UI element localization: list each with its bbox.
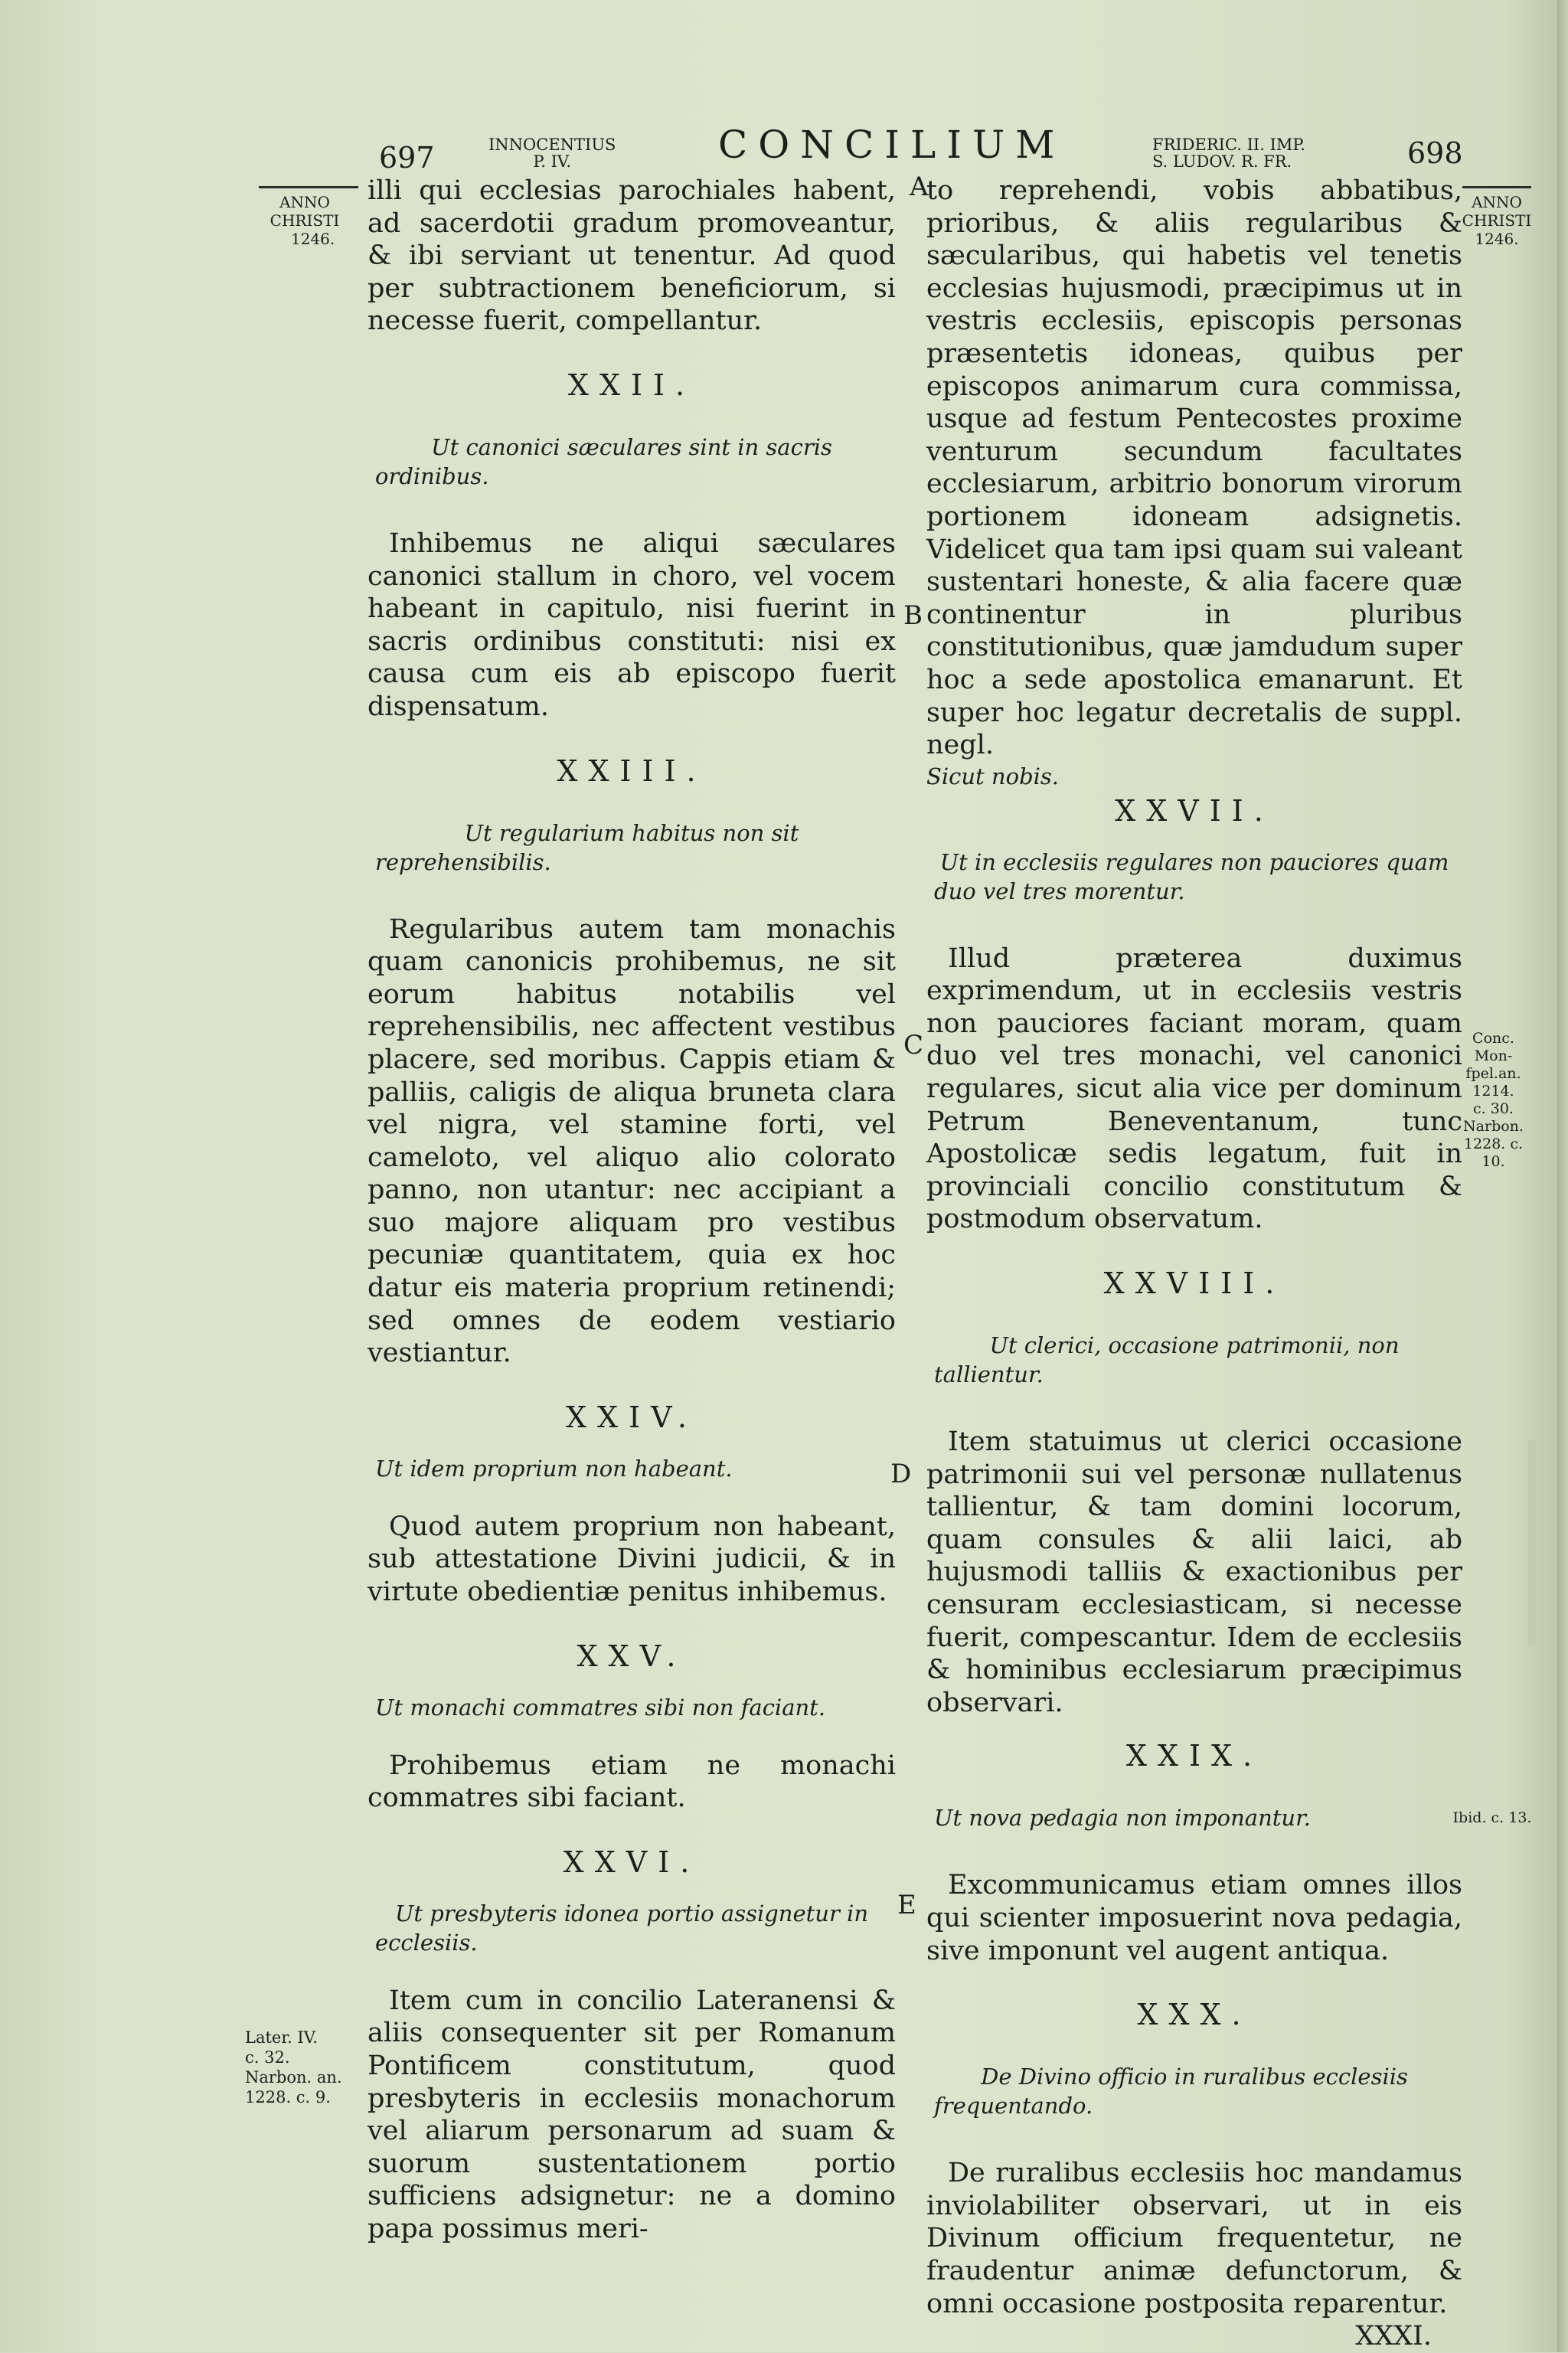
margin-note-later [245, 2028, 352, 2107]
chapter-rubric: Ut presbyteris idonea portio assignetur in ecclesiis. [375, 1900, 869, 1956]
margin-anno-right [1459, 186, 1535, 248]
margin-note-line: fpel.an. 1214. [1465, 1065, 1521, 1100]
paragraph: illi qui ecclesias parochiales habent, ad sacerdotii gradum promoveantur, & ibi serviant ut tenentur. Ad quod per subtractionem beneficiorum, si necesse fuerit, compellantur. [368, 175, 896, 337]
section-letter-d: D [890, 1459, 912, 1489]
margin-rule [259, 186, 358, 188]
chapter-rubric: Ut in ecclesiis regulares non pauciores quam duo vel tres morentur. [934, 848, 1449, 904]
chapter-heading: XXIV. [566, 1400, 697, 1434]
paragraph: to reprehendi, vobis abbatibus, prioribus, & aliis regularibus & sæcularibus, qui habetis vel tenetis ecclesias hujusmodi, præcipimus ut in vestris ecclesiis, episcopis personas præsentetis idoneas, quibus per episcopos animarum cura commissa, usque ad festum Pentecostes proxime venturum secundum facultates ecclesiarum, arbitrio bonorum virorum portionem idoneam adsignetis. Videlicet qua tam ipsi quam sui valeant sustentari honeste, & alia facere quæ continentur in pluribus constitutionibus, quæ jamdudum super hoc a sede apostolica emanarunt. Et super hoc legatur decretalis de suppl. negl. [926, 175, 1462, 761]
margin-note-line: Narbon. [1463, 1118, 1524, 1135]
section-letter-e: E [897, 1890, 916, 1920]
chapter-rubric: Ut canonici sæculares sint in sacris ordinibus. [375, 433, 832, 489]
paragraph: Prohibemus etiam ne monachi commatres sibi faciant. [368, 1750, 896, 1814]
running-head-right-line2: S. LUDOV. R. FR. [1152, 152, 1292, 172]
right-column [926, 175, 1462, 2353]
chapter-heading: XXIX. [1125, 1739, 1263, 1773]
margin-rule [1462, 186, 1531, 188]
margin-note-line: 1228. c. 10. [1463, 1136, 1524, 1170]
section-letter-b: B [903, 600, 923, 631]
page-number-right: 698 [1407, 136, 1463, 170]
running-head-right [1152, 136, 1305, 170]
chapter-rubric: Ut regularium habitus non sit reprehensibilis. [375, 819, 799, 875]
chapter-heading: XXVI. [563, 1845, 701, 1879]
paragraph: Excommunicamus etiam omnes illos qui scienter imposuerint nova pedagia, sive imponunt vel augent antiqua. [926, 1870, 1462, 1966]
paragraph: Inhibemus ne aliqui sæculares canonici stallum in choro, vel vocem habeant in capitulo, nisi fuerint in sacris ordinibus constituti: nisi ex causa cum eis ab episcopo fuerit dispensatum. [368, 528, 896, 722]
paragraph: Quod autem proprium non habeant, sub attestatione Divini judicii, & in virtute obedientiæ penitus inhibemus. [368, 1511, 896, 1608]
margin-note-line: 1228. c. 9. [245, 2088, 331, 2106]
running-head-left [488, 136, 616, 170]
margin-note-line: c. 30. [1473, 1100, 1514, 1117]
margin-note-ibid: Ibid. c. 13. [1452, 1809, 1532, 1826]
chapter-heading: XXX. [1137, 1998, 1252, 2032]
margin-anno-left [259, 186, 351, 248]
catchword: XXXI. [1355, 2321, 1432, 2352]
margin-anno-line: CHRISTI [270, 211, 340, 230]
margin-anno-line: ANNO [1472, 193, 1522, 211]
margin-anno-line: CHRISTI [1462, 211, 1532, 230]
chapter-rubric: Ut nova pedagia non imponantur. [934, 1805, 1311, 1832]
margin-note-line: Later. IV. [245, 2028, 318, 2047]
chapter-rubric: Ut monachi commatres sibi non faciant. [375, 1694, 826, 1721]
chapter-heading: XXVII. [1115, 793, 1274, 828]
chapter-heading: XXII. [567, 368, 696, 402]
page-fold-shadow [1528, 1440, 1536, 1646]
paragraph: Regularibus autem tam monachis quam canonicis prohibemus, ne sit eorum habitus notabilis vel reprehensibilis, nec affectent vestibus placere, sed moribus. Cappis etiam & palliis, caligis de aliqua bruneta clara vel nigra, vel stamine forti, vel cameloto, vel aliquo alio colorato panno, non utantur: nec accipiant a suo majore aliquam pro vestibus pecuniæ quantitatem, quia ex hoc datur eis materia proprium retinendi; sed omnes de eodem vestiario vestiantur. [368, 913, 896, 1369]
running-head-right-line1: FRIDERIC. II. IMP. [1152, 136, 1305, 154]
left-column [368, 175, 896, 2246]
running-head-left-line2: P. IV. [533, 152, 572, 172]
paragraph: Item cum in concilio Lateranensi & aliis consequenter sit per Romanum Pontificem constitutum, quod presbyteris in ecclesiis monachorum vel aliarum personarum ad suam & suorum sustentationem portio sufficiens adsignetur: ne a domino papa possimus meri- [368, 1985, 896, 2244]
chapter-heading: XXV. [577, 1639, 687, 1673]
margin-note-line: c. 32. [245, 2048, 290, 2067]
margin-note-line: Narbon. an. [245, 2068, 342, 2087]
section-letter-c: C [903, 1030, 924, 1060]
chapter-heading: XXIII. [557, 753, 707, 788]
paragraph: De ruralibus ecclesiis hoc mandamus inviolabiliter observari, ut in eis Divinum officium frequentetur, ne fraudentur animæ defunctorum, & omni occasione postposita reparentur. [926, 2158, 1462, 2319]
section-letter-a: A [910, 172, 929, 202]
chapter-heading: XXVIII. [1103, 1266, 1285, 1301]
margin-note-line: Conc. Mon- [1472, 1030, 1514, 1064]
margin-anno-line: 1246. [1475, 230, 1519, 248]
binding-edge [1557, 0, 1568, 2352]
margin-anno-line: 1246. [291, 230, 335, 248]
citation: Sicut nobis. [926, 763, 1060, 789]
margin-note-conc [1453, 1030, 1534, 1171]
margin-anno-line: ANNO [279, 193, 330, 211]
chapter-rubric: Ut idem proprium non habeant. [375, 1455, 733, 1482]
chapter-rubric: De Divino officio in ruralibus ecclesiis frequentando. [934, 2064, 1408, 2119]
running-head-left-line1: INNOCENTIUS [488, 136, 616, 154]
running-head-center: CONCILIUM [718, 123, 1066, 167]
chapter-rubric: Ut clerici, occasione patrimonii, non tallientur. [934, 1332, 1400, 1388]
page-number-left: 697 [379, 141, 435, 175]
paragraph: Illud præterea duximus exprimendum, ut in ecclesiis vestris non pauciores faciant moram, quam duo vel tres monachi, vel canonici regulares, sicut alia vice per dominum Petrum Beneventanum, tunc Apostolicæ sedis legatum, fuit in provinciali concilio constitutum & postmodum observatum. [926, 943, 1462, 1235]
paragraph: Item statuimus ut clerici occasione patrimonii sui vel personæ nullatenus tallientur, & tam domini locorum, quam consules & alii laici, ab hujusmodi talliis & exactionibus per censuram ecclesiasticam, si necesse fuerit, compescantur. Idem de ecclesiis & hominibus ecclesiarum præcipimus observari. [926, 1427, 1462, 1718]
